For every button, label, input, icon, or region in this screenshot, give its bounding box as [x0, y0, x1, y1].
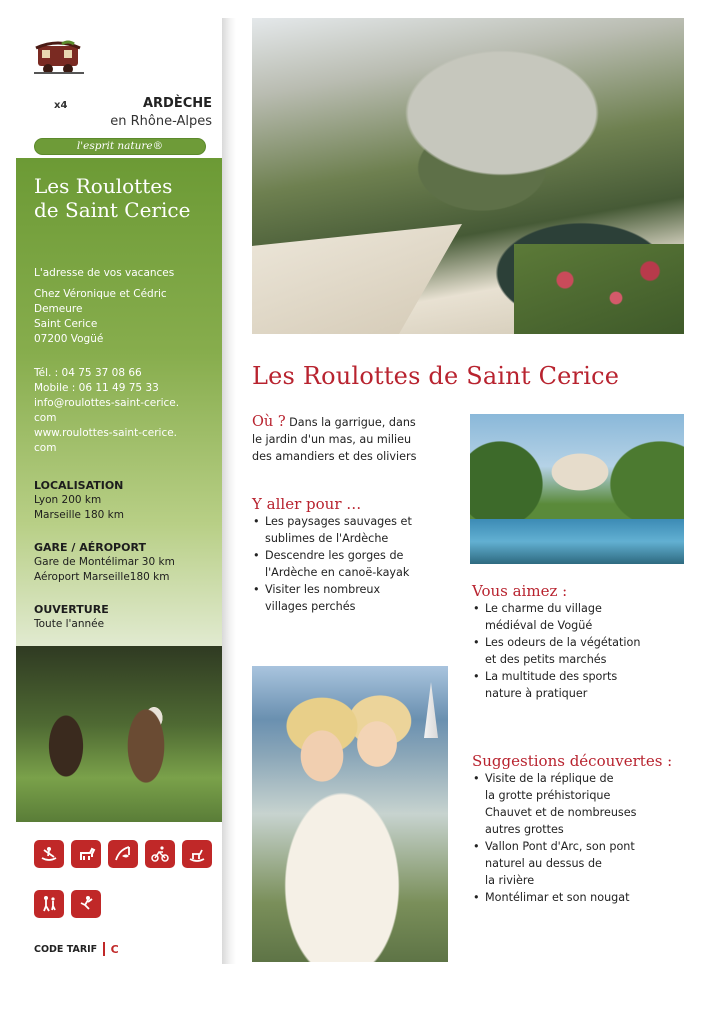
unit-count: x4 [54, 100, 68, 111]
ouverture-heading: OUVERTURE [34, 603, 109, 616]
activity-icons-row-1 [34, 840, 212, 868]
flowers-area [514, 244, 684, 334]
page-title: Les Roulottes de Saint Cerice [252, 362, 620, 390]
address-line: Saint Cerice [34, 318, 98, 330]
list-item: • Les odeurs de la végétation et des petits marchés [472, 634, 684, 668]
email-link-cont[interactable]: com [34, 412, 57, 424]
suggestions-list [472, 770, 684, 906]
sailboat [424, 682, 438, 738]
aimez-list [472, 600, 684, 702]
pont-arc-photo [252, 18, 684, 334]
email-link[interactable]: info@roulottes-saint-cerice. [34, 397, 180, 409]
suggestions-heading: Suggestions découvertes : [472, 752, 673, 770]
page-gutter [222, 18, 236, 964]
suggestions-block [472, 752, 684, 906]
phone: Tél. : 04 75 37 08 66 [34, 367, 142, 379]
list-item: • Les paysages sauvages et sublimes de l'Ardèche [252, 513, 456, 547]
climbing-icon [71, 890, 101, 918]
family-photo [252, 666, 448, 962]
activity-icons-row-2 [34, 890, 101, 918]
canoe-icon [34, 840, 64, 868]
cycling-icon [145, 840, 175, 868]
list-item: • La multitude des sports nature à pratiquer [472, 668, 684, 702]
aimez-heading: Vous aimez : [472, 582, 568, 600]
tarif-code [34, 942, 119, 956]
list-item: • Descendre les gorges de l'Ardèche en canoë-kayak [252, 547, 456, 581]
tarif-divider [103, 942, 105, 956]
contact-block [34, 366, 179, 456]
caravan-logo-icon [34, 40, 84, 76]
resort-title: Les Roulottes de Saint Cerice [34, 174, 191, 222]
beach-area [252, 224, 462, 334]
rocking-horse-icon [182, 840, 212, 868]
info-panel [16, 158, 222, 646]
region-name: ARDÈCHE [142, 96, 212, 111]
region-sub: en Rhône-Alpes [110, 114, 212, 129]
tarif-label: CODE TARIF [34, 943, 98, 955]
aimez-block [472, 582, 684, 702]
address-line: Demeure [34, 303, 83, 315]
localisation-heading: LOCALISATION [34, 479, 124, 492]
address-line: 07200 Vogüé [34, 333, 104, 345]
aller-list [252, 513, 456, 615]
ou-heading: Où ? [252, 414, 286, 430]
list-item: • Vallon Pont d'Arc, son pont naturel au dessus de la rivière [472, 838, 684, 889]
donkey-photo [16, 646, 222, 822]
address-block [34, 266, 174, 347]
gare-heading: GARE / AÉROPORT [34, 541, 146, 554]
website-link[interactable]: www.roulottes-saint-cerice. [34, 427, 178, 439]
list-item: • Visite de la réplique de la grotte préhistorique Chauvet et de nombreuses autres grottes [472, 770, 684, 838]
sidebar [16, 18, 222, 964]
fishing-icon [108, 840, 138, 868]
list-item: • Visiter les nombreux villages perchés [252, 581, 456, 615]
tarif-value: C [110, 942, 119, 956]
pool-photo [470, 414, 684, 564]
ou-block: Où ? Dans la garrigue, dans le jardin d'un mas, au milieu des amandiers et des oliviers [252, 414, 417, 463]
website-link-cont[interactable]: com [34, 442, 57, 454]
ouverture-block: OUVERTURE Toute l'année [34, 603, 109, 630]
address-line: Chez Véronique et Cédric [34, 288, 167, 300]
horse-icon [71, 840, 101, 868]
list-item: • Montélimar et son nougat [472, 889, 684, 906]
aller-heading: Y aller pour … [252, 495, 362, 513]
left-column [252, 414, 456, 615]
address-heading: L'adresse de vos vacances [34, 267, 175, 279]
gare-block: GARE / AÉROPORT Gare de Montélimar 30 km Aéroport Marseille180 km [34, 541, 175, 583]
localisation-block: LOCALISATION Lyon 200 km Marseille 180 km [34, 479, 124, 521]
list-item: • Le charme du village médiéval de Vogüé [472, 600, 684, 634]
esprit-nature-label: l'esprit nature® [34, 138, 206, 155]
hiking-icon [34, 890, 64, 918]
mobile: Mobile : 06 11 49 75 33 [34, 382, 159, 394]
